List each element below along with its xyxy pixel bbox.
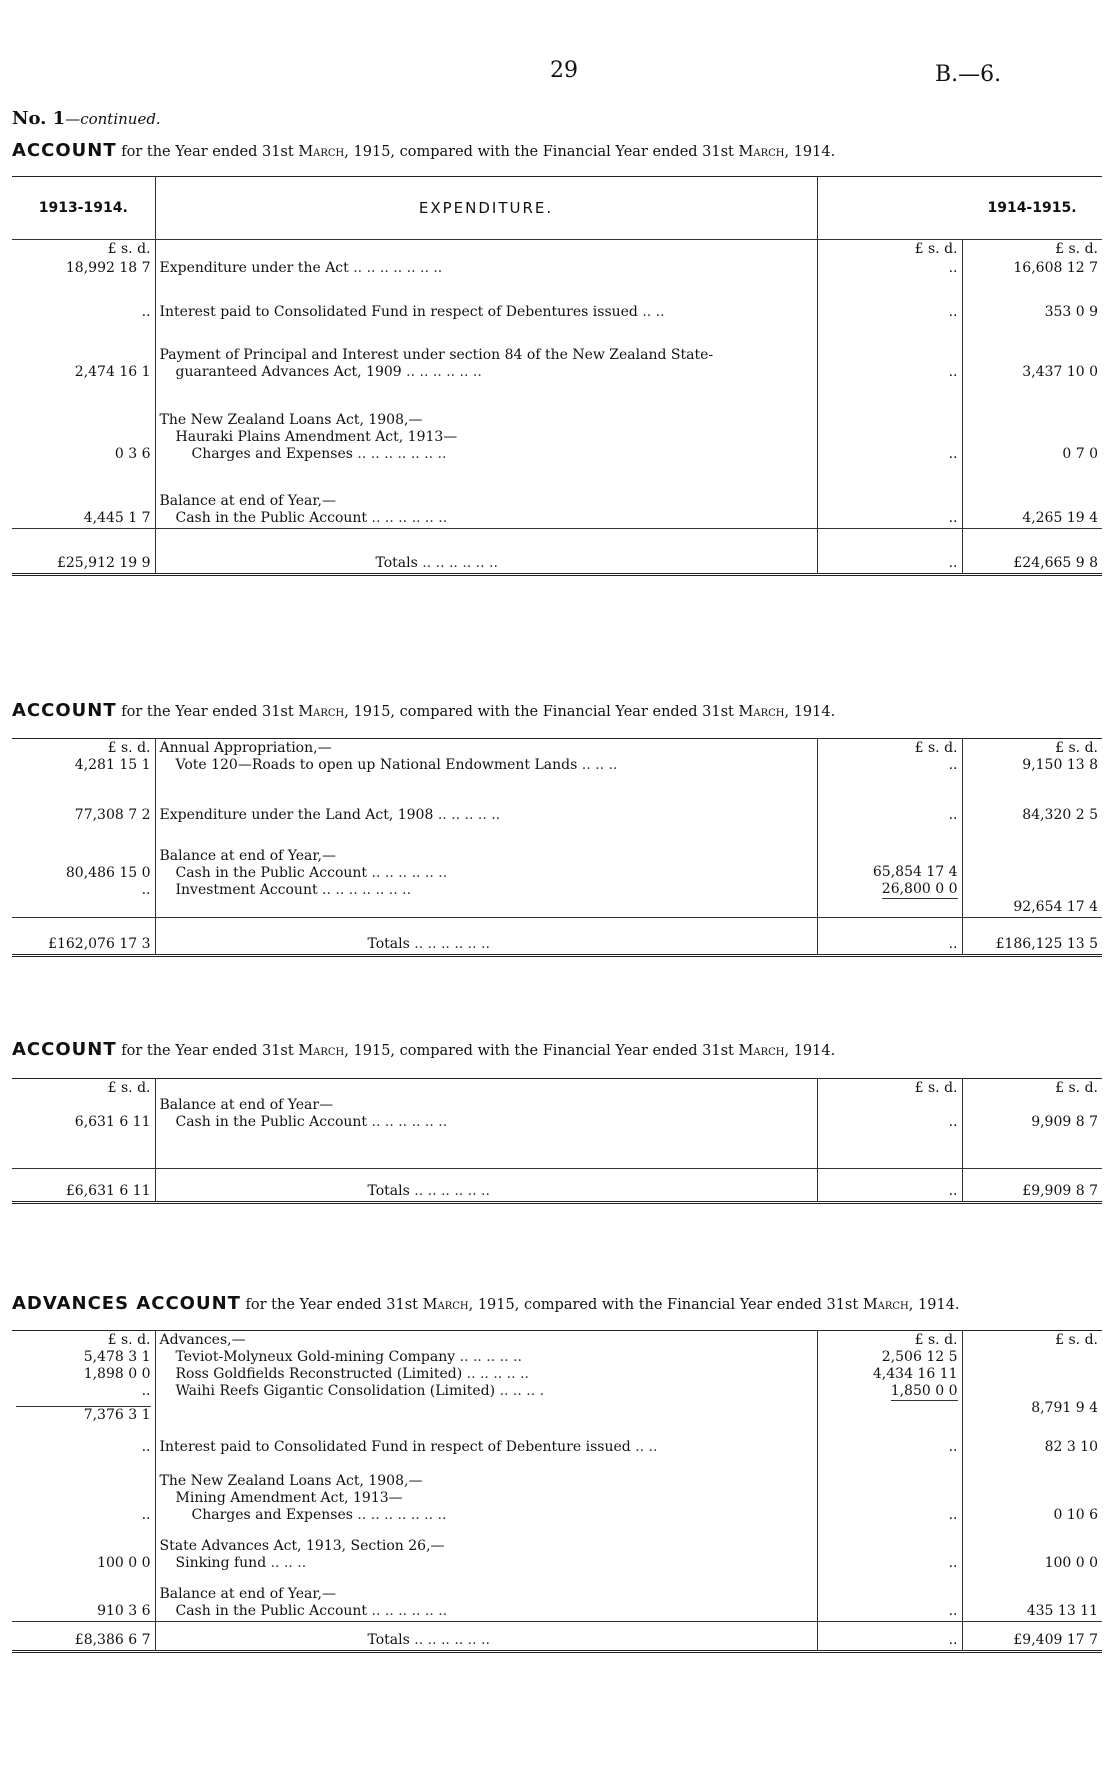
row-description: Hauraki Plains Amendment Act, 1913— [175,429,458,445]
row-description: Expenditure under the Land Act, 1908 [159,807,434,823]
units-prev: £ s. d. [107,1080,151,1096]
mid-amount: .. [817,1573,962,1621]
prev-amount: 4,281 15 1 [74,757,151,773]
document-code: B.—6. [935,62,1002,87]
curr-amount: 9,150 13 8 [1022,757,1098,773]
row-description: Cash in the Public Account [175,1114,368,1130]
row-description: Waihi Reefs Gigantic Consolidation (Limited) [175,1383,496,1399]
curr-amount: 92,654 17 4 [962,825,1102,917]
table-row: 18,992 18 7 Expenditure under the Act .. .. .. .. .. .. .. .. 16,608 12 7 [12,259,1102,278]
curr-amount: 100 0 0 [962,1525,1102,1573]
advances-table [12,1330,1102,1653]
prev-amount: .. [141,881,151,898]
curr-amount: 9,909 8 7 [1031,1114,1098,1130]
table-row: 4,445 1 7 Balance at end of Year,— Cash in the Public Account .. .. .. .. .. .. .. 4,265 19 4 [12,464,1102,528]
heading-title: ACCOUNT [12,700,117,721]
heading-text: , 1914. [784,1043,836,1059]
row-description: Ross Goldfields Reconstructed (Limited) [175,1366,463,1382]
total-prev: £8,386 6 7 [12,1621,155,1651]
units-mid: £ s. d. [914,1080,958,1096]
table-row: 77,308 7 2 Expenditure under the Land Act, 1908 .. .. .. .. .. .. 84,320 2 5 [12,775,1102,825]
total-curr: £9,409 17 7 [962,1621,1102,1651]
heading-title: ACCOUNT [12,140,117,161]
totals-row: £6,631 6 11 Totals .. .. .. .. .. .. .. £9,909 8 7 [12,1169,1102,1203]
row-description: Cash in the Public Account [175,1602,368,1619]
heading-text: , 1915, compared with the Financial Year ended 31st [344,144,739,160]
row-description: Cash in the Public Account [175,864,368,881]
prev-amount: .. [12,1425,155,1457]
prev-amount: .. [12,1457,155,1525]
heading-text: , 1914. [784,704,836,720]
mid-amount: .. [817,322,962,382]
heading-text: for the Year ended 31st [245,1297,423,1313]
total-prev: £162,076 17 3 [12,917,155,955]
total-mid: .. [817,1621,962,1651]
units-curr: £ s. d. [1055,1080,1098,1096]
heading-text: , 1914. [908,1297,960,1313]
heading-title: ACCOUNT [12,1039,117,1060]
row-description: State Advances Act, 1913, Section 26,— [159,1538,445,1554]
account-heading-3 [12,1039,835,1060]
mid-amount: 1,850 0 0 [890,1383,958,1399]
row-description: Balance at end of Year,— [159,492,337,509]
mid-amount: .. [817,1457,962,1525]
col-header-prev: 1913-1914. [12,177,155,240]
mid-amount: 65,854 17 4 [872,863,958,880]
row-description: Teviot-Molyneux Gold-mining Company [175,1349,456,1365]
row-description: Sinking fund [175,1555,267,1571]
prev-amount: .. [12,278,155,322]
row-description: Charges and Expenses [191,1507,353,1523]
row-description: Interest paid to Consolidated Fund in respect of Debentures issued [159,304,638,320]
heading-month: March [738,144,785,160]
units-mid: £ s. d. [817,240,962,260]
total-mid: .. [817,917,962,955]
prev-amount: 18,992 18 7 [12,259,155,278]
table-row: .. Interest paid to Consolidated Fund in respect of Debenture issued .. .. .. 82 3 10 [12,1425,1102,1457]
row-description: guaranteed Advances Act, 1909 [175,364,402,380]
curr-amount: 435 13 11 [962,1573,1102,1621]
row-description: Cash in the Public Account [175,509,368,526]
prev-amount: 77,308 7 2 [12,775,155,825]
total-curr: £9,909 8 7 [962,1169,1102,1203]
prev-amount: 0 3 6 [12,382,155,464]
heading-title: ADVANCES ACCOUNT [12,1293,241,1314]
row-description: Vote 120—Roads to open up National Endowment Lands [175,757,578,773]
units-mid: £ s. d. [914,1332,958,1348]
heading-month: March [738,704,785,720]
heading-month: March [298,144,345,160]
units-prev: £ s. d. [107,1332,151,1348]
mid-amount: .. [817,1425,962,1457]
mid-amount: .. [817,1525,962,1573]
table-row: .. The New Zealand Loans Act, 1908,— Mining Amendment Act, 1913— Charges and Expenses .. .. .. .. .. .. .. .. 0 10 6 [12,1457,1102,1525]
row-description: Investment Account [175,881,318,898]
table-row: 80,486 15 0 .. Balance at end of Year,— Cash in the Public Account .. .. .. .. .. .. Investment Account .. .. .. .. .. .. .. 65,854 17 4 26,800 0 0 92,654 17 4 [12,825,1102,917]
table-row: 100 0 0 State Advances Act, 1913, Section 26,— Sinking fund .. .. .. .. 100 0 0 [12,1525,1102,1573]
mid-amount: .. [817,259,962,278]
prev-amount: 80,486 15 0 [65,864,151,881]
row-description: Annual Appropriation,— [159,740,332,756]
prev-amount: 910 3 6 [12,1573,155,1621]
totals-row: £25,912 19 9 Totals .. .. .. .. .. .. .. £24,665 9 8 [12,528,1102,574]
prev-subtotal: 7,376 3 1 [16,1406,151,1424]
row-description: Advances,— [159,1332,246,1348]
row-description: The New Zealand Loans Act, 1908,— [159,412,423,428]
col-header-curr: 1914-1915. [962,177,1102,240]
table-row: £ s. d. 4,281 15 1 Annual Appropriation,— Vote 120—Roads to open up National Endowment Lands .. .. .. £ s. d. .. £ s. d. 9,150 13 8 [12,739,1102,776]
heading-text: , 1915, compared with the Financial Year ended 31st [344,704,739,720]
curr-amount: 0 7 0 [962,382,1102,464]
curr-amount: 4,265 19 4 [962,464,1102,528]
mid-amount: .. [817,382,962,464]
totals-label: Totals [367,1631,410,1648]
table-row: .. Interest paid to Consolidated Fund in respect of Debentures issued .. .. .. 353 0 9 [12,278,1102,322]
prev-amount: 100 0 0 [12,1525,155,1573]
page-number: 29 [550,58,578,83]
row-description: Mining Amendment Act, 1913— [175,1490,403,1506]
prev-amount: 1,898 0 0 [83,1366,151,1382]
table-row: £ s. d. 6,631 6 11 Balance at end of Year— Cash in the Public Account .. .. .. .. .. .. £ s. d. .. £ s. d. 9,909 8 7 [12,1079,1102,1169]
row-description: Balance at end of Year— [159,1097,334,1113]
prev-amount: 6,631 6 11 [74,1114,151,1130]
curr-amount: 82 3 10 [962,1425,1102,1457]
curr-amount: 3,437 10 0 [962,322,1102,382]
heading-month: March [862,1297,909,1313]
curr-amount: 0 10 6 [962,1457,1102,1525]
row-description: Expenditure under the Act [159,260,349,276]
heading-month: March [422,1297,469,1313]
total-prev: £6,631 6 11 [12,1169,155,1203]
table-row: 2,474 16 1 Payment of Principal and Interest under section 84 of the New Zealand State- guaranteed Advances Act, 1909 .. .. .. .. .. .. .. 3,437 10 0 [12,322,1102,382]
heading-text: for the Year ended 31st [121,1043,299,1059]
land-account-table [12,738,1102,957]
heading-month: March [298,1043,345,1059]
curr-amount: 16,608 12 7 [962,259,1102,278]
curr-amount: 84,320 2 5 [962,775,1102,825]
curr-amount: 353 0 9 [962,278,1102,322]
curr-amount: 8,791 9 4 [1031,1400,1098,1416]
prev-amount: .. [141,1383,151,1399]
units-prev: £ s. d. [107,740,151,756]
total-mid: .. [817,528,962,574]
mid-amount: .. [948,757,958,773]
total-mid: .. [817,1169,962,1203]
account-heading-4 [12,1293,960,1314]
units-curr: £ s. d. [1055,740,1098,756]
mid-amount: .. [817,464,962,528]
continued-word: —continued. [65,110,161,128]
table-row: 910 3 6 Balance at end of Year,— Cash in the Public Account .. .. .. .. .. .. .. 435 13 11 [12,1573,1102,1621]
total-prev: £25,912 19 9 [12,528,155,574]
heading-text: for the Year ended 31st [121,704,299,720]
heading-month: March [298,704,345,720]
row-description: The New Zealand Loans Act, 1908,— [159,1473,423,1489]
row-description: Balance at end of Year,— [159,1585,337,1602]
units-curr: £ s. d. [962,240,1102,260]
mid-amount: .. [948,1114,958,1130]
totals-label: Totals [367,935,410,952]
prev-amount: 4,445 1 7 [12,464,155,528]
table-row: £ s. d. 5,478 3 1 1,898 0 0 .. 7,376 3 1 Advances,— Teviot-Molyneux Gold-mining Company .. .. .. .. .. Ross Goldfields Reconstructed (Limited) .. .. .. .. .. Waihi Reefs Gigantic Consolidation (Limited) .. .. .. . £ s. d. 2,506 12 5 4,434 16 11 1,850 0 0 £ s. d. 8,791 9 4 [12,1331,1102,1426]
totals-row: £8,386 6 7 Totals .. .. .. .. .. .. .. £9,409 17 7 [12,1621,1102,1651]
mid-amount: 26,800 0 0 [881,880,958,897]
table-row: 0 3 6 The New Zealand Loans Act, 1908,— Hauraki Plains Amendment Act, 1913— Charges and Expenses .. .. .. .. .. .. .. .. 0 7 0 [12,382,1102,464]
totals-label: Totals [367,1183,410,1199]
heading-text: for the Year ended 31st [121,144,299,160]
units-curr: £ s. d. [1055,1332,1098,1348]
totals-row: £162,076 17 3 Totals .. .. .. .. .. .. .. £186,125 13 5 [12,917,1102,955]
col-header-expenditure: EXPENDITURE. [155,177,817,240]
row-description: Payment of Principal and Interest under section 84 of the New Zealand State- [159,347,714,363]
prev-amount: 2,474 16 1 [12,322,155,382]
heading-text: , 1914. [784,144,836,160]
row-description: Balance at end of Year,— [159,847,337,864]
mid-amount: 2,506 12 5 [881,1349,958,1365]
account-heading-1 [12,140,835,161]
total-curr: £186,125 13 5 [962,917,1102,955]
mid-amount: .. [817,775,962,825]
schedule-number: No. 1 [12,108,66,129]
prev-amount: 5,478 3 1 [83,1349,151,1365]
mid-amount: 4,434 16 11 [872,1366,958,1382]
heading-text: , 1915, compared with the Financial Year ended 31st [468,1297,863,1313]
units-mid: £ s. d. [914,740,958,756]
account-heading-2 [12,700,835,721]
continued-label [12,108,161,129]
total-curr: £24,665 9 8 [962,528,1102,574]
units-prev: £ s. d. [12,240,155,260]
row-description: Interest paid to Consolidated Fund in respect of Debenture issued [159,1439,631,1455]
expenditure-table [12,176,1102,576]
mid-amount: .. [817,278,962,322]
heading-text: , 1915, compared with the Financial Year ended 31st [344,1043,739,1059]
heading-month: March [738,1043,785,1059]
row-description: Charges and Expenses [191,446,353,462]
totals-label: Totals [375,554,418,571]
balance-table [12,1078,1102,1204]
